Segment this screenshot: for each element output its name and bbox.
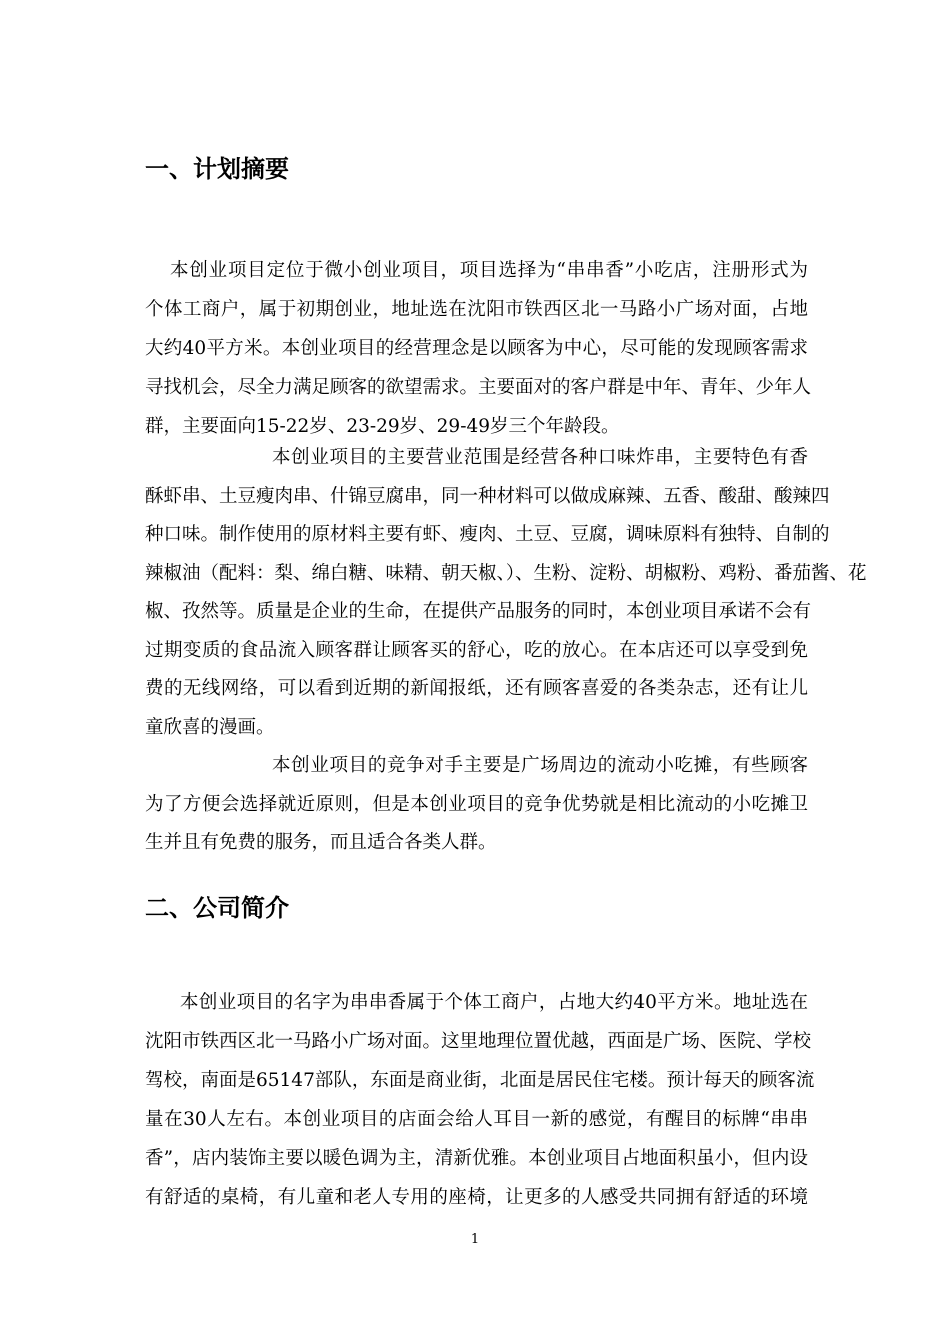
text-line: 童欣喜的漫画。 bbox=[145, 716, 275, 738]
page-number: 1 bbox=[470, 1232, 480, 1247]
text-line: 辣椒油（配料：梨、绵白糖、味精、朝天椒、）、生粉、淀粉、胡椒粉、鸡粉、番茄酱、花 bbox=[145, 562, 867, 584]
text-line: 沈阳市铁西区北一马路小广场对面。这里地理位置优越，西面是广场、医院、学校 bbox=[145, 1031, 812, 1052]
text-line: 群，主要面向15-22岁、23-29岁、29-49岁三个年龄段。 bbox=[145, 416, 620, 437]
text-line: 个体工商户，属于初期创业，地址选在沈阳市铁西区北一马路小广场对面，占地 bbox=[145, 299, 808, 320]
text-line: 为了方便会选择就近原则，但是本创业项目的竞争优势就是相比流动的小吃摊卫 bbox=[145, 793, 808, 815]
text-line: 过期变质的食品流入顾客群让顾客买的舒心，吃的放心。在本店还可以享受到免 bbox=[145, 639, 808, 661]
text-line: 大约40平方米。本创业项目的经营理念是以顾客为中心，尽可能的发现顾客需求 bbox=[145, 338, 808, 359]
text-line: 椒、孜然等。质量是企业的生命，在提供产品服务的同时，本创业项目承诺不会有 bbox=[145, 601, 812, 622]
text-line: 费的无线网络，可以看到近期的新闻报纸，还有顾客喜爱的各类杂志，还有让儿 bbox=[145, 678, 808, 699]
text-line: 本创业项目的主要营业范围是经营各种口味炸串，主要特色有香 bbox=[272, 447, 808, 468]
text-line: 本创业项目的竞争对手主要是广场周边的流动小吃摊，有些顾客 bbox=[272, 755, 808, 776]
text-line: 量在30人左右。本创业项目的店面会给人耳目一新的感觉，有醒目的标牌“串串 bbox=[145, 1109, 808, 1130]
section-heading-company: 二、公司简介 bbox=[145, 894, 289, 922]
text-line: 寻找机会，尽全力满足顾客的欲望需求。主要面对的客户群是中年、青年、少年人 bbox=[145, 377, 812, 398]
text-line: 本创业项目定位于微小创业项目，项目选择为“串串香”小吃店，注册形式为 bbox=[170, 260, 808, 281]
text-line: 驾校，南面是65147部队，东面是商业街，北面是居民住宅楼。预计每天的顾客流 bbox=[145, 1070, 815, 1091]
text-line: 本创业项目的名字为串串香属于个体工商户，占地大约40平方米。地址选在 bbox=[180, 992, 808, 1013]
text-line: 有舒适的桌椅，有儿童和老人专用的座椅，让更多的人感受共同拥有舒适的环境 bbox=[145, 1187, 808, 1208]
text-line: 香”，店内装饰主要以暖色调为主，清新优雅。本创业项目占地面积虽小，但内设 bbox=[145, 1148, 808, 1169]
section-heading-summary: 一、计划摘要 bbox=[145, 155, 289, 183]
text-line: 生并且有免费的服务，而且适合各类人群。 bbox=[145, 832, 497, 853]
text-line: 种口味。制作使用的原材料主要有虾、瘦肉、土豆、豆腐，调味原料有独特、自制的 bbox=[145, 524, 830, 545]
text-line: 酥虾串、土豆瘦肉串、什锦豆腐串，同一种材料可以做成麻辣、五香、酸甜、酸辣四 bbox=[145, 485, 830, 507]
